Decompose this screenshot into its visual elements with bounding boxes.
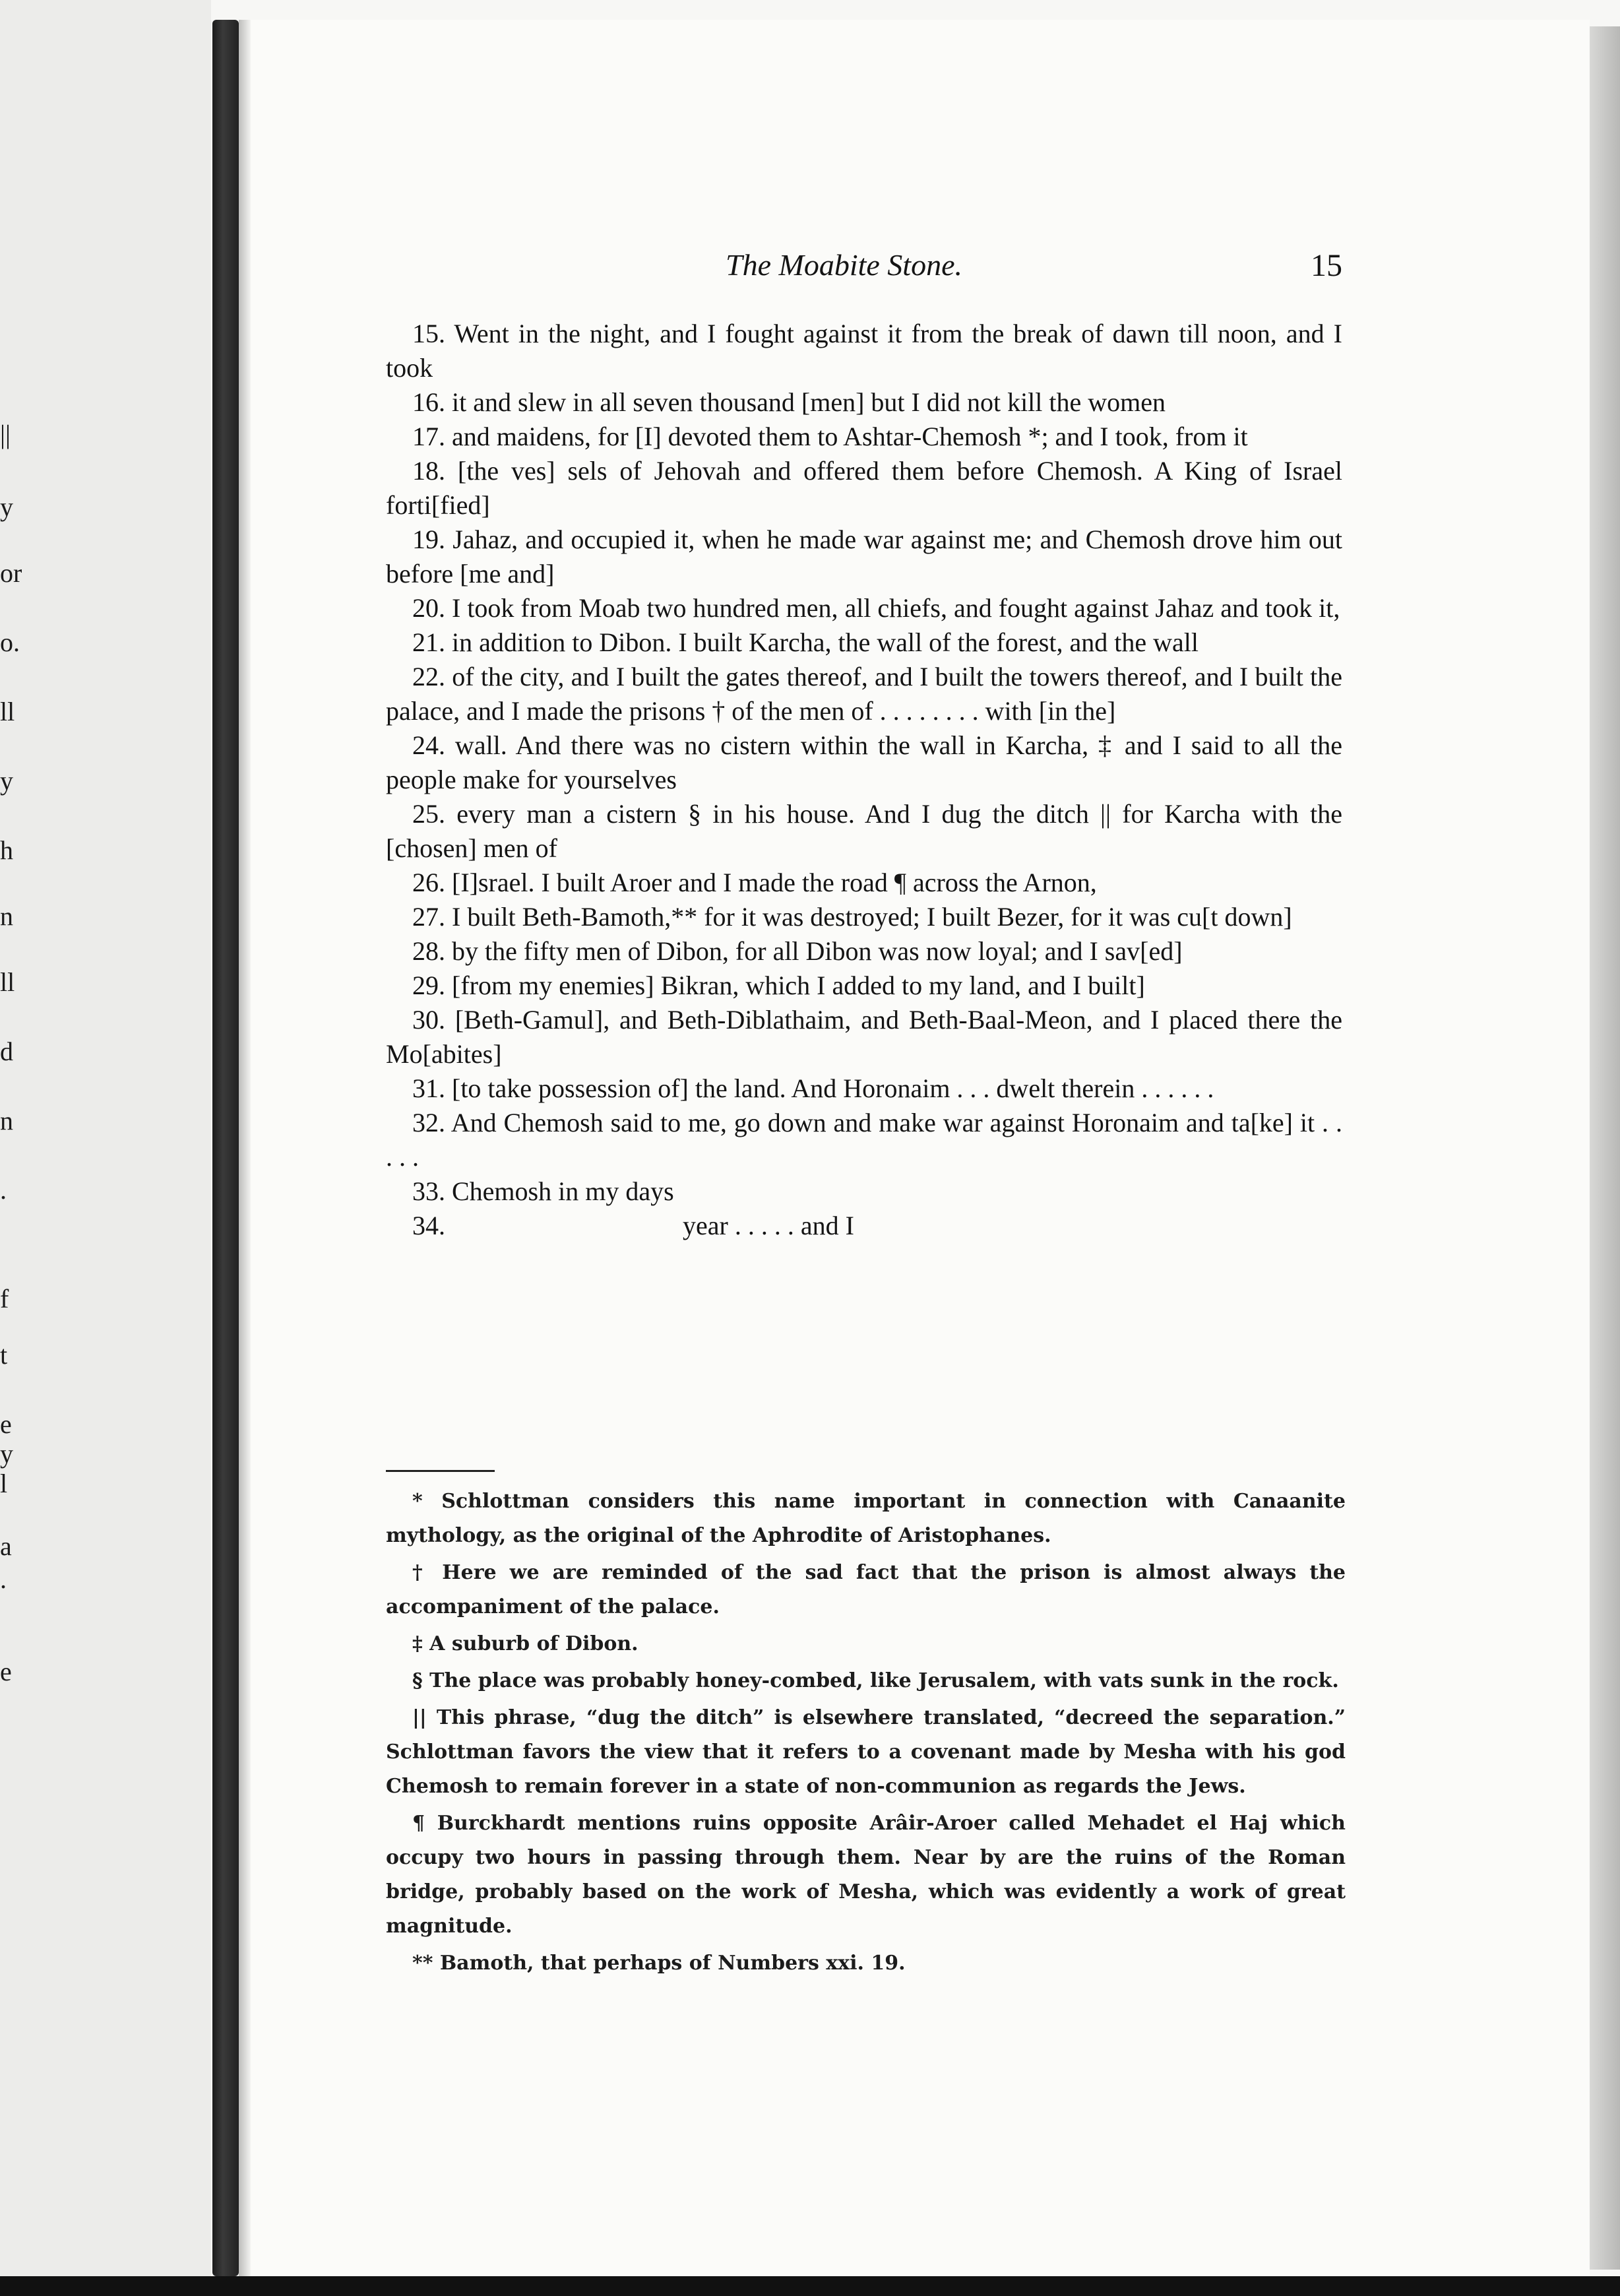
inscription-line: 19. Jahaz, and occupied it, when he made war against me; and Chemosh drove him out before [me and] xyxy=(386,525,1342,589)
left-fragment: or xyxy=(0,558,22,588)
left-fragment: n xyxy=(0,1106,13,1135)
page-header xyxy=(726,247,1342,294)
left-fragment: o. xyxy=(0,627,20,657)
book-spine-shadow xyxy=(212,20,239,2276)
inscription-line: 31. [to take possession of] the land. And Horonaim . . . dwelt therein . . . . . . xyxy=(412,1073,1214,1103)
left-fragment: d xyxy=(0,1036,13,1066)
left-fragment: f xyxy=(0,1284,9,1314)
inscription-line: 32. And Chemosh said to me, go down and make war against Horonaim and ta[ke] it . . . . . xyxy=(386,1108,1342,1172)
page-number: 15 xyxy=(1311,248,1342,283)
footnote: ¶ Burckhardt mentions ruins opposite Arâir-Aroer called Mehadet el Haj which occupy two hours in passing through them. Near by are the ruins of the Roman bridge, probably based on the work of Mesha, which was evidently a work of great magnitude. xyxy=(386,1812,1346,1938)
gutter-shading xyxy=(239,20,251,2276)
scan-bottom-border xyxy=(0,2276,1620,2296)
inscription-line: 28. by the fifty men of Dibon, for all Dibon was now loyal; and I sav[ed] xyxy=(412,936,1183,966)
inscription-line: 24. wall. And there was no cistern within the wall in Karcha, ‡ and I said to all the people make for yourselves xyxy=(386,730,1342,794)
left-fragment: h xyxy=(0,835,13,865)
inscription-line: 20. I took from Moab two hundred men, all chiefs, and fought against Jahaz and took it, xyxy=(412,593,1340,623)
left-fragment: l xyxy=(0,1469,8,1498)
left-fragment: y xyxy=(0,766,13,796)
footnote-rule xyxy=(386,1470,495,1472)
line-number: 34. xyxy=(412,1211,445,1240)
left-fragment: e xyxy=(0,1657,12,1686)
left-fragment: t xyxy=(0,1340,8,1370)
footnote: * Schlottman considers this name important in connection with Canaanite mythology, as the original of the Aphrodite of Aristophanes. xyxy=(386,1490,1346,1547)
left-fragment: n xyxy=(0,901,13,931)
left-fragment: y xyxy=(0,492,13,522)
inscription-line: 17. and maidens, for [I] devoted them to Ashtar-Chemosh *; and I took, from it xyxy=(412,422,1248,451)
inscription-line: 29. [from my enemies] Bikran, which I added to my land, and I built] xyxy=(412,971,1145,1000)
left-page-edge xyxy=(0,0,211,2296)
inscription-translation xyxy=(386,317,1342,1269)
left-page-text-fragments xyxy=(0,0,66,2296)
footnote: || This phrase, “dug the ditch” is elsewhere translated, “decreed the separation.” Schlottman favors the view that it refers to a covenant made by Mesha with his god Chemosh to remain forever in a state of non-communion as regards the Jews. xyxy=(386,1706,1346,1798)
left-fragment: ll xyxy=(0,697,15,726)
footnote: ‡ A suburb of Dibon. xyxy=(412,1632,639,1655)
inscription-line: 18. [the ves] sels of Jehovah and offered them before Chemosh. A King of Israel forti[fied] xyxy=(386,456,1342,520)
inscription-line: 27. I built Beth-Bamoth,** for it was destroyed; I built Bezer, for it was cu[t down] xyxy=(412,902,1292,932)
left-fragment: y xyxy=(0,1439,13,1469)
footnote: § The place was probably honey-combed, like Jerusalem, with vats sunk in the rock. xyxy=(412,1669,1339,1692)
left-fragment: a xyxy=(0,1531,12,1561)
footnotes xyxy=(386,1484,1346,1983)
left-fragment: . xyxy=(0,1175,7,1205)
left-fragment: . xyxy=(0,1564,7,1594)
inscription-line: 25. every man a cistern § in his house. And I dug the ditch || for Karcha with the [chosen] men of xyxy=(386,799,1342,863)
inscription-line: 33. Chemosh in my days xyxy=(412,1176,674,1206)
footnote: † Here we are reminded of the sad fact that the prison is almost always the accompaniment of the palace. xyxy=(386,1561,1346,1618)
inscription-line: 21. in addition to Dibon. I built Karcha, the wall of the forest, and the wall xyxy=(412,627,1199,657)
footnote: ** Bamoth, that perhaps of Numbers xxi. 19. xyxy=(412,1952,906,1975)
running-title: The Moabite Stone. xyxy=(726,248,962,282)
inscription-line: 30. [Beth-Gamul], and Beth-Diblathaim, and Beth-Baal-Meon, and I placed there the Mo[abites] xyxy=(386,1005,1342,1069)
left-fragment: || xyxy=(0,420,11,449)
right-page-edge xyxy=(1590,26,1620,2270)
inscription-line: 15. Went in the night, and I fought against it from the break of dawn till noon, and I took xyxy=(386,319,1342,383)
inscription-line: 22. of the city, and I built the gates thereof, and I built the towers thereof, and I built the palace, and I made the prisons † of the men of . . . . . . . . with [in the] xyxy=(386,662,1342,726)
inscription-last-line xyxy=(386,1209,1342,1243)
left-fragment: e xyxy=(0,1409,12,1439)
line-fragment: year . . . . . and I xyxy=(683,1211,854,1240)
left-fragment: ll xyxy=(0,967,15,997)
inscription-line: 26. [I]srael. I built Aroer and I made the road ¶ across the Arnon, xyxy=(412,868,1097,897)
inscription-line: 16. it and slew in all seven thousand [men] but I did not kill the women xyxy=(412,387,1166,417)
